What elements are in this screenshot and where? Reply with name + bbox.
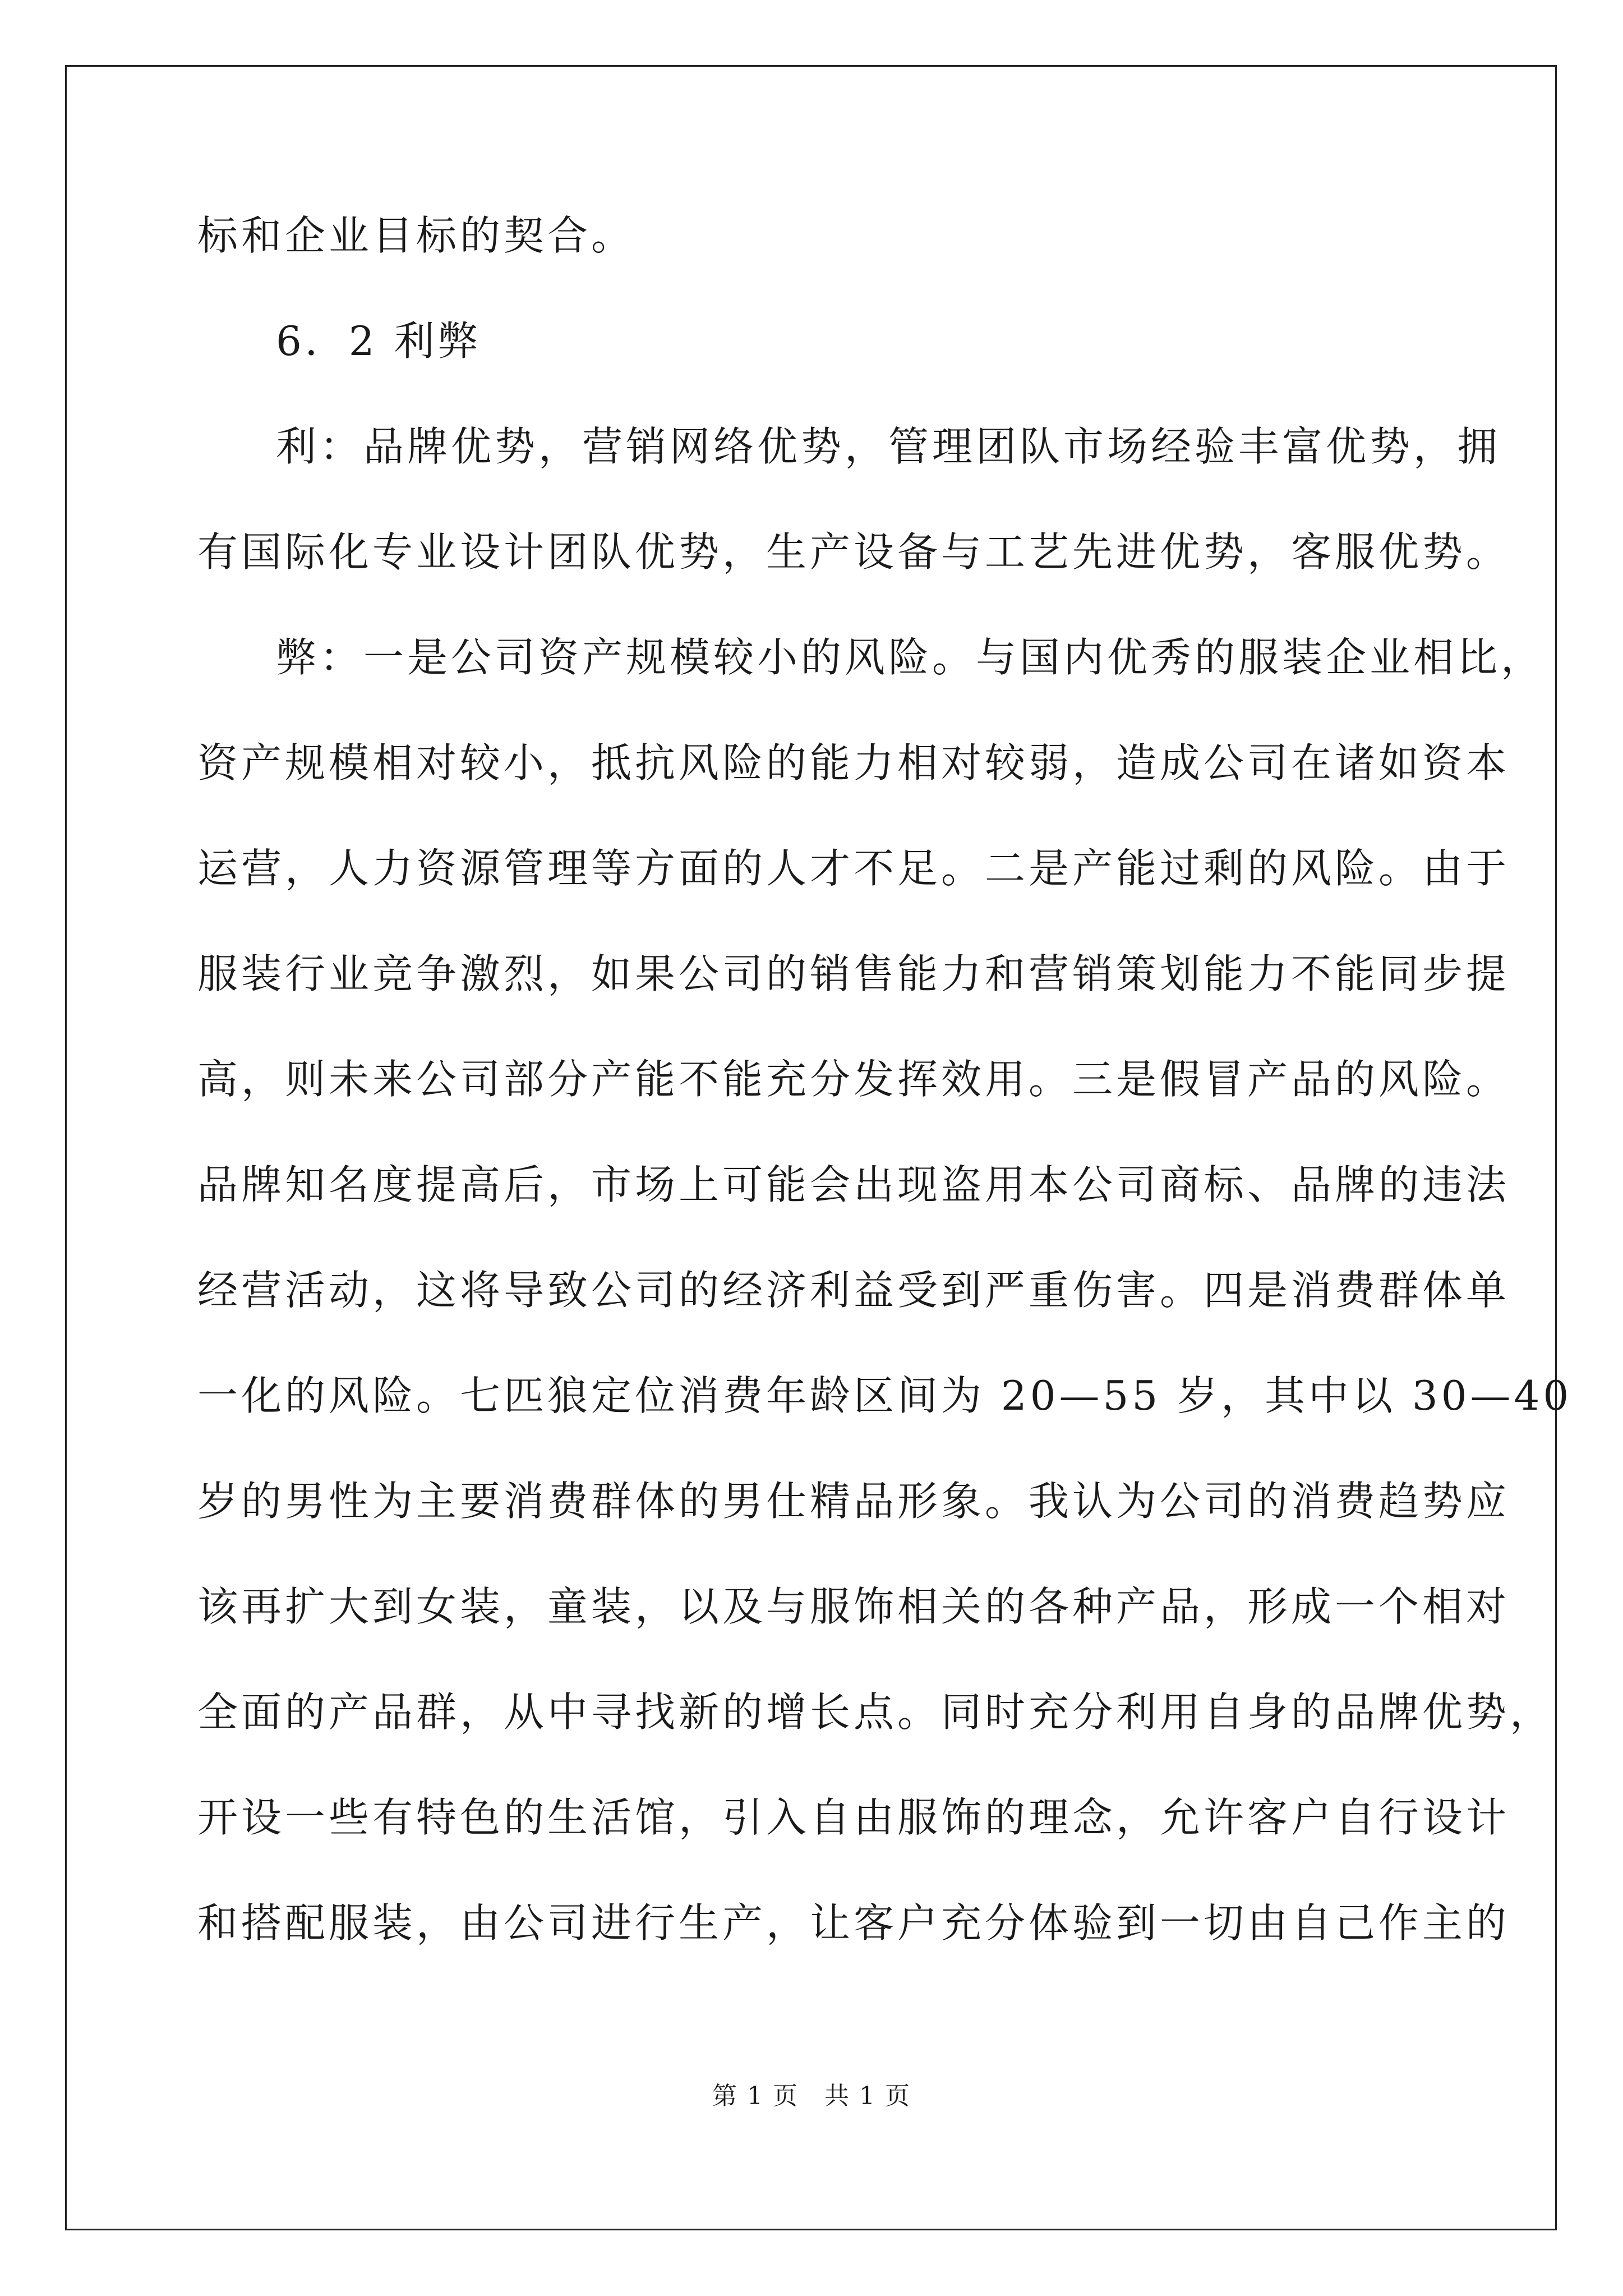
document-body [197, 202, 1573, 1995]
text-line: 品牌知名度提高后，市场上可能会出现盗用本公司商标、品牌的违法 [197, 1161, 1510, 1208]
text-line: 一化的风险。七匹狼定位消费年龄区间为 20—55 岁，其中以 30—40 [197, 1372, 1573, 1419]
page-number-footer: 第 1 页 共 1 页 [712, 2082, 911, 2110]
text-line: 资产规模相对较小，抵抗风险的能力相对较弱，造成公司在诸如资本 [197, 739, 1510, 786]
text-line: 高，则未来公司部分产能不能充分发挥效用。三是假冒产品的风险。 [197, 1056, 1510, 1103]
text-line: 标和企业目标的契合。 [197, 212, 635, 259]
section-heading: 6．2 利弊 [276, 318, 482, 365]
text-line: 经营活动，这将导致公司的经济利益受到严重伤害。四是消费群体单 [197, 1267, 1510, 1314]
text-line: 利：品牌优势，营销网络优势，管理团队市场经验丰富优势，拥 [276, 423, 1501, 470]
text-line: 运营，人力资源管理等方面的人才不足。二是产能过剩的风险。由于 [197, 845, 1510, 892]
text-line: 弊：一是公司资产规模较小的风险。与国内优秀的服装企业相比， [276, 634, 1545, 681]
text-line: 和搭配服装，由公司进行生产，让客户充分体验到一切由自己作主的 [197, 1899, 1510, 1947]
text-line: 全面的产品群，从中寻找新的增长点。同时充分利用自身的品牌优势， [197, 1688, 1554, 1736]
text-line: 服装行业竞争激烈，如果公司的销售能力和营销策划能力不能同步提 [197, 950, 1510, 997]
text-line: 开设一些有特色的生活馆，引入自由服饰的理念，允许客户自行设计 [197, 1794, 1510, 1841]
text-line: 该再扩大到女装，童装，以及与服饰相关的各种产品，形成一个相对 [197, 1583, 1510, 1630]
text-line: 有国际化专业设计团队优势，生产设备与工艺先进优势，客服优势。 [197, 528, 1510, 576]
text-line: 岁的男性为主要消费群体的男仕精品形象。我认为公司的消费趋势应 [197, 1478, 1510, 1525]
